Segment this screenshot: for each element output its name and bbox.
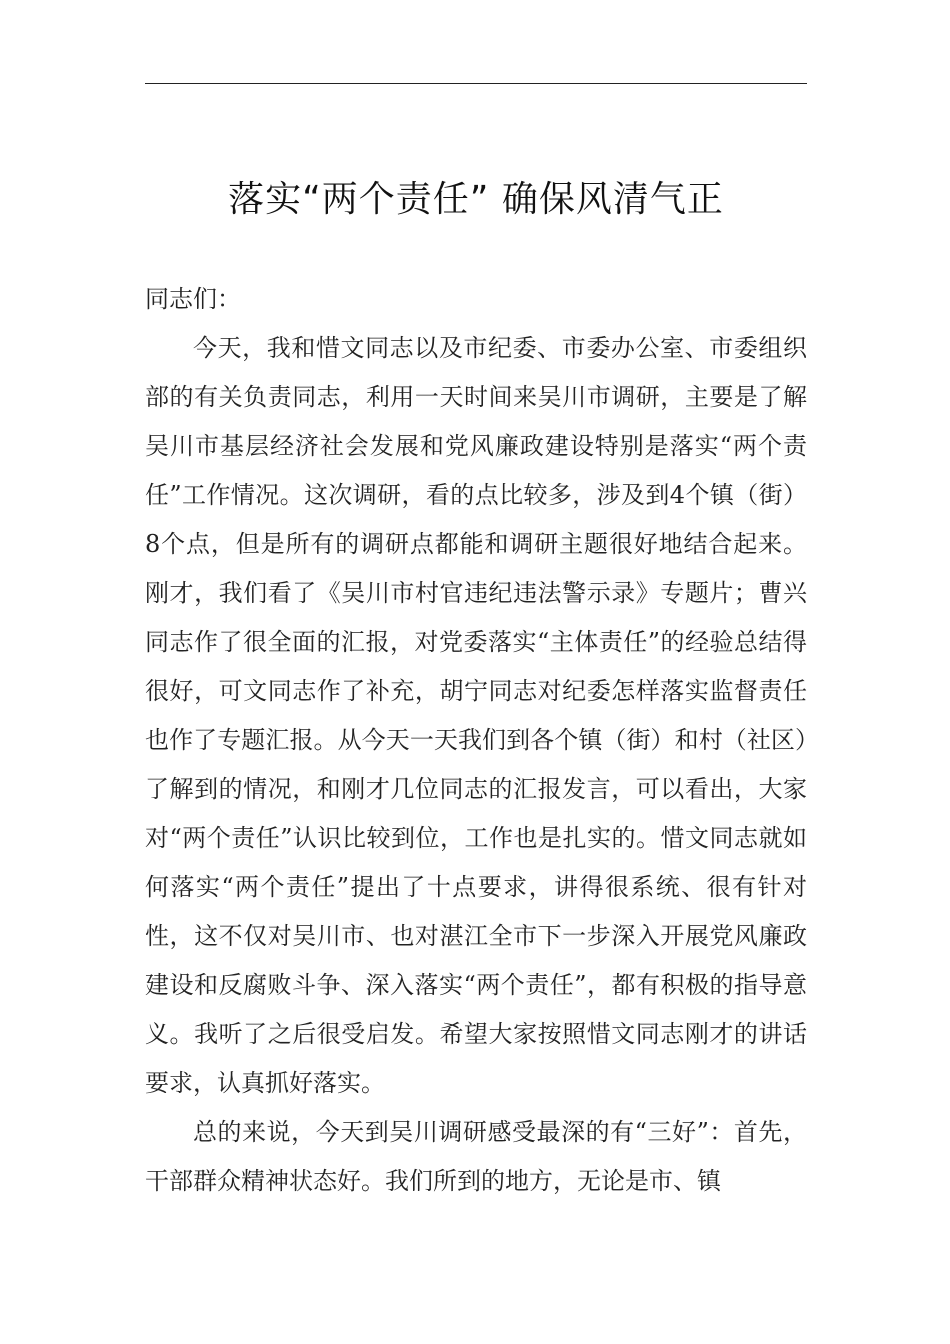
- paragraph-1: 今天，我和惜文同志以及市纪委、市委办公室、市委组织部的有关负责同志，利用一天时间来吴川市调研，主要是了解吴川市基层经济社会发展和党风廉政建设特别是落实“两个责任”工作情况。这次调研，看的点比较多，涉及到4个镇（街）8个点，但是所有的调研点都能和调研主题很好地结合起来。刚才，我们看了《吴川市村官违纪违法警示录》专题片；曹兴同志作了很全面的汇报，对党委落实“主体责任”的经验总结得很好，可文同志作了补充，胡宁同志对纪委怎样落实监督责任也作了专题汇报。从今天一天我们到各个镇（街）和村（社区）了解到的情况，和刚才几位同志的汇报发言，可以看出，大家对“两个责任”认识比较到位，工作也是扎实的。惜文同志就如何落实“两个责任”提出了十点要求，讲得很系统、很有针对性，这不仅对吴川市、也对湛江全市下一步深入开展党风廉政建设和反腐败斗争、深入落实“两个责任”，都有积极的指导意义。我听了之后很受启发。希望大家按照惜文同志刚才的讲话要求，认真抓好落实。: [145, 334, 807, 1097]
- paragraph-2: 总的来说，今天到吴川调研感受最深的有“三好”：首先，干部群众精神状态好。我们所到的地方，无论是市、镇: [145, 1118, 807, 1195]
- salutation: 同志们：: [145, 285, 241, 313]
- document-body: [145, 275, 807, 1206]
- document-title: 落实“两个责任” 确保风清气正: [228, 179, 724, 220]
- header-rule: [145, 83, 807, 84]
